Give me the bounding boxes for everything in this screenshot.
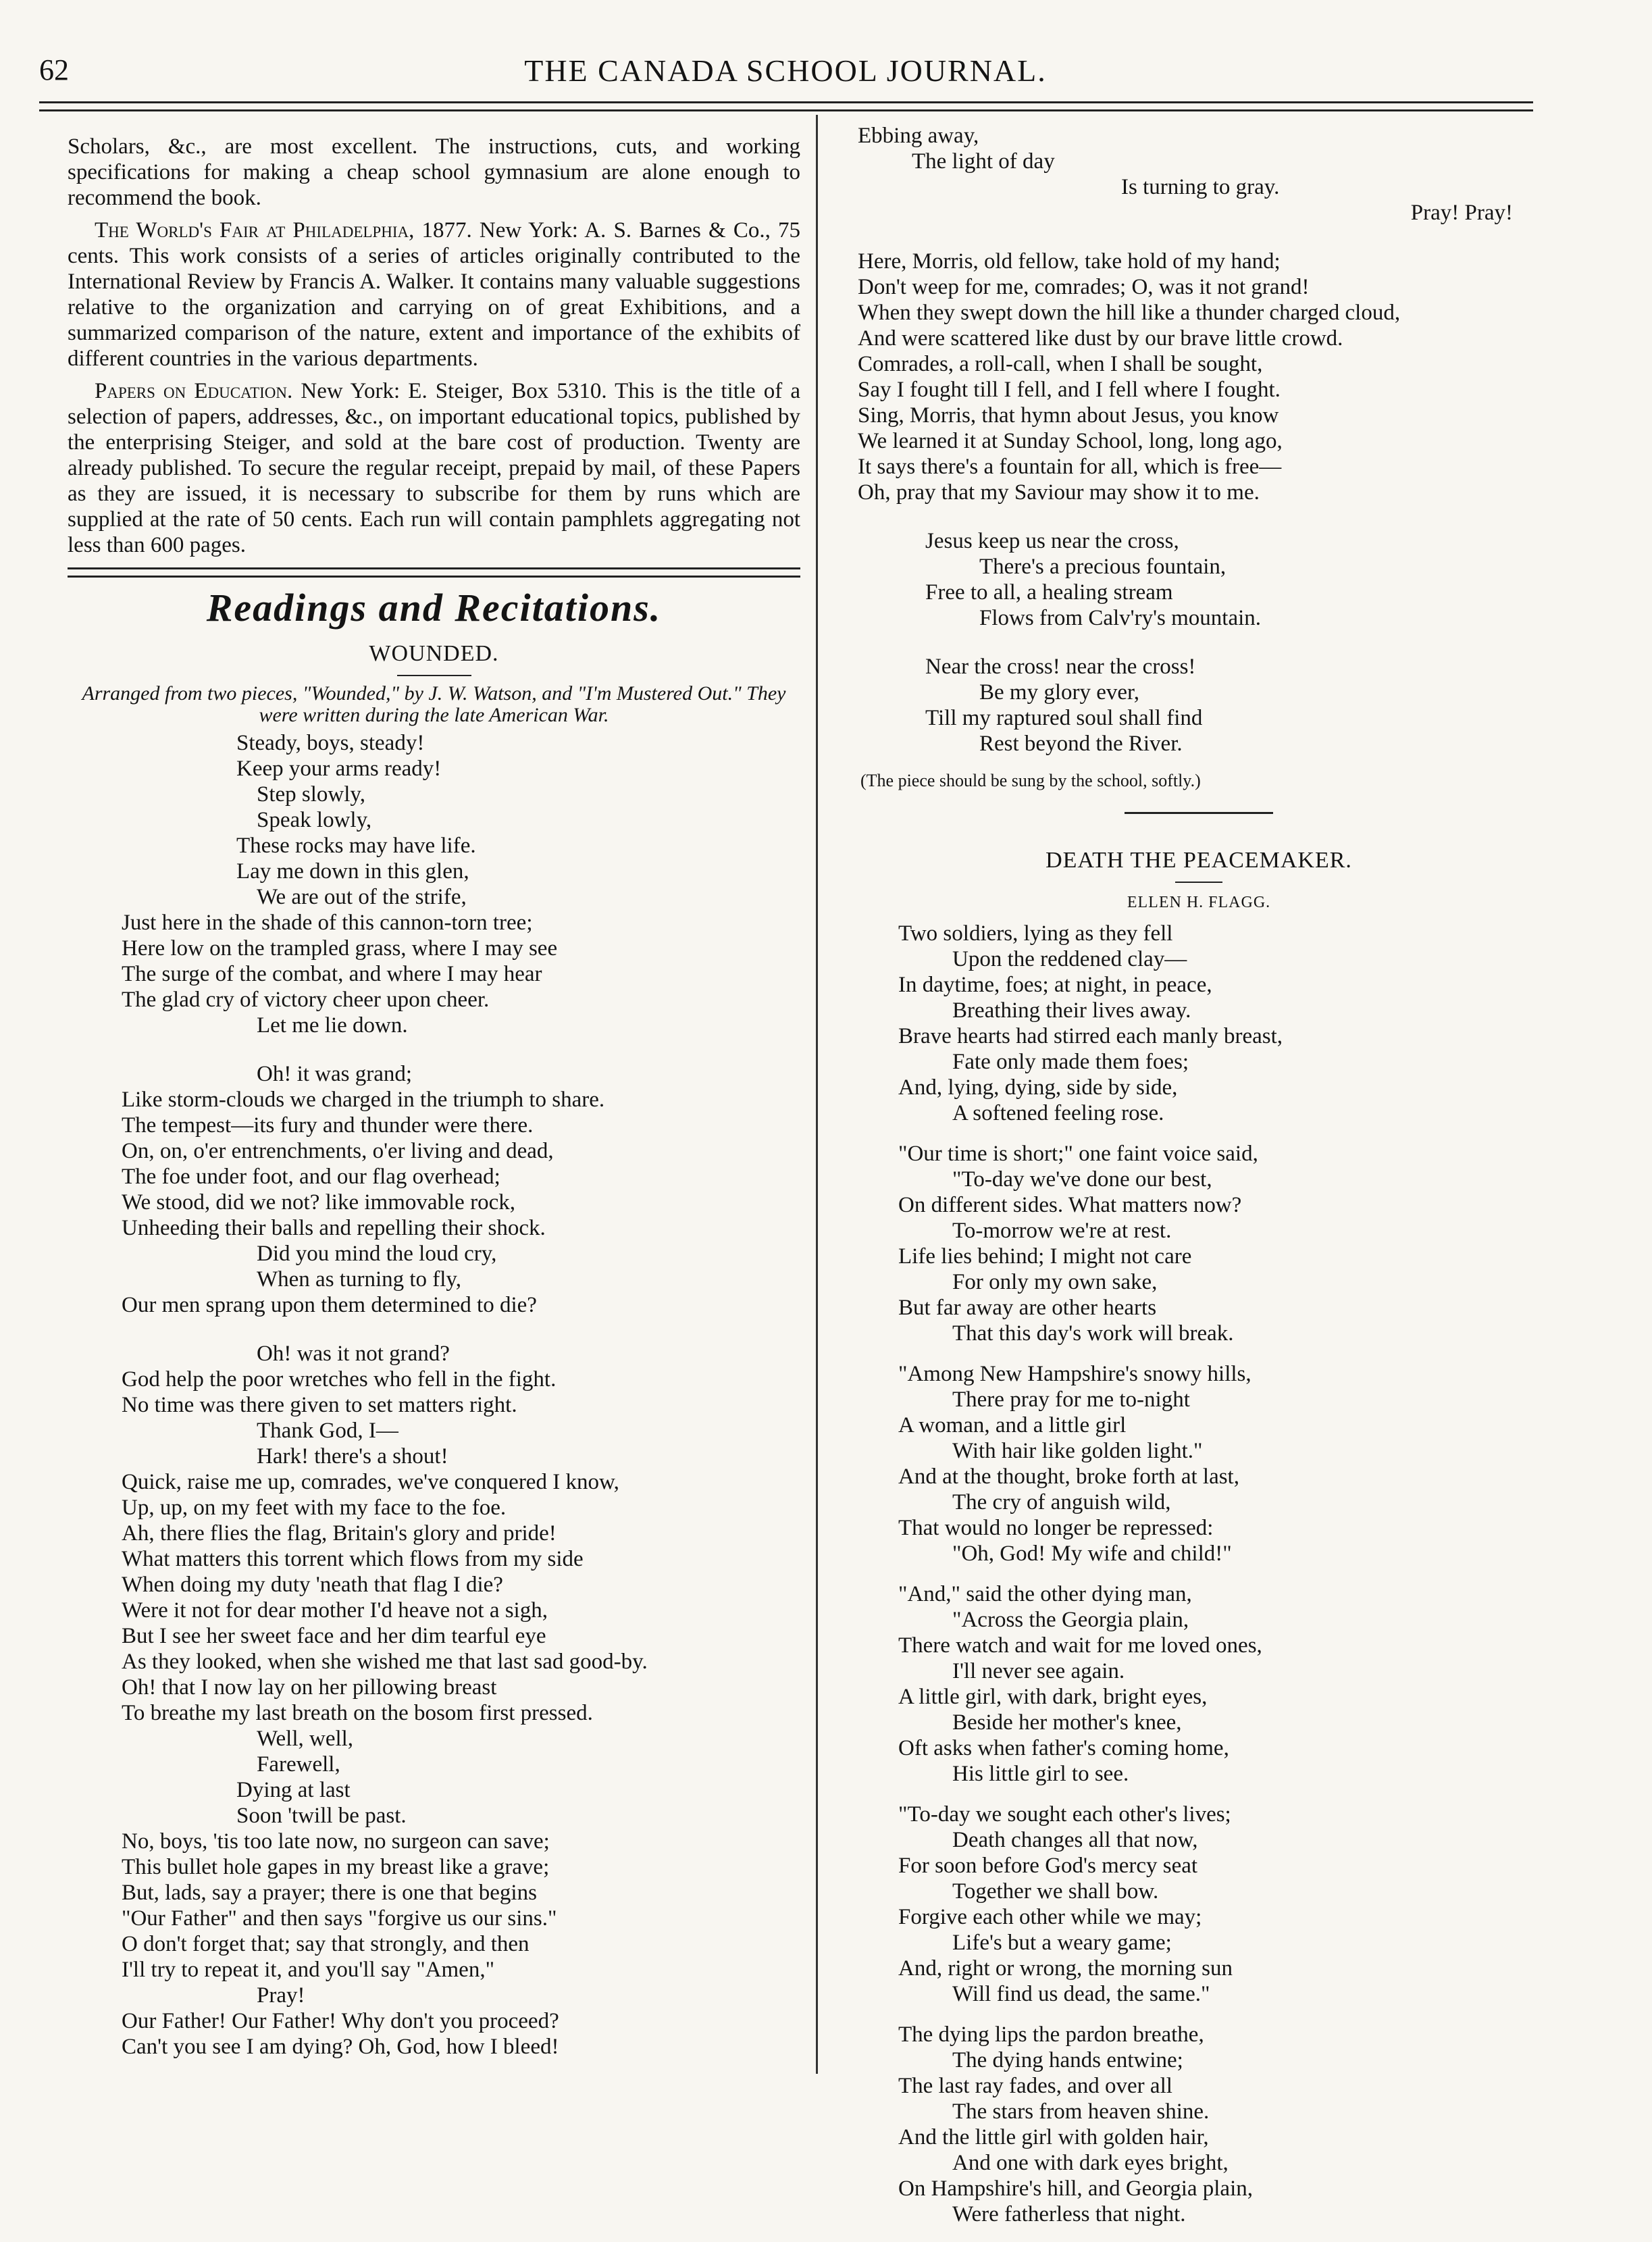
poem-line: Farewell,	[257, 1752, 340, 1777]
poem-line: No time was there given to set matters right.	[122, 1393, 517, 1417]
poem-line: Say I fought till I fell, and I fell where I fought.	[858, 378, 1281, 402]
left-column	[68, 134, 800, 2083]
poem-line: But I see her sweet face and her dim tearful eye	[122, 1624, 546, 1648]
poem-line: Here, Morris, old fellow, take hold of my hand;	[858, 249, 1281, 274]
poem-line: The cry of anguish wild,	[952, 1490, 1171, 1514]
review-worlds-fair	[68, 218, 800, 372]
header-rule	[39, 101, 1533, 111]
poem-line: The tempest—its fury and thunder were there.	[122, 1113, 534, 1138]
poem-line: Like storm-clouds we charged in the triumph to share.	[122, 1088, 605, 1112]
poem-line: And at the thought, broke forth at last,	[898, 1464, 1239, 1489]
poem-line: The light of day	[912, 149, 1055, 174]
title-rule	[397, 675, 471, 676]
stanza	[925, 528, 1540, 631]
poem-line: Be my glory ever,	[979, 680, 1139, 705]
poem-line: Is turning to gray.	[1121, 175, 1280, 199]
poem-line: Jesus keep us near the cross,	[925, 529, 1179, 553]
poem-line: Steady, boys, steady!	[236, 731, 425, 755]
review-text: New York: E. Steiger, Box 5310. This is the title of a selection of papers, addresses, &c., on important educational topics, published by the enterprising Steiger, and sold at the bare cost of production. Twenty are already published. To secure the regular receipt, prepaid by mail, of these Papers as they are issued, it is necessary to subscribe for them by runs which are supplied at the rate of 50 cents. Each run will contain pamphlets aggregating not less than 600 pages.	[68, 379, 800, 557]
poem-line: A woman, and a little girl	[898, 1413, 1127, 1437]
poem-line: A little girl, with dark, bright eyes,	[898, 1685, 1208, 1709]
poem-line: "And," said the other dying man,	[898, 1582, 1192, 1606]
stanza	[898, 921, 1540, 1126]
poem-line: We stood, did we not? like immovable rock,	[122, 1190, 515, 1215]
poem-title: WOUNDED.	[369, 641, 499, 666]
poem-line: His little girl to see.	[952, 1762, 1129, 1786]
poem-line: The glad cry of victory cheer upon cheer.	[122, 988, 490, 1012]
poem-line: "Across the Georgia plain,	[952, 1608, 1189, 1632]
review-title: The World's Fair at Philadelphia, 1877.	[95, 218, 472, 243]
poem-line: When as turning to fly,	[257, 1267, 462, 1292]
journal-title: THE CANADA SCHOOL JOURNAL.	[524, 53, 1047, 88]
poem-line: Lay me down in this glen,	[236, 859, 469, 884]
poem-line: Let me lie down.	[257, 1013, 408, 1038]
poem-line: Life's but a weary game;	[952, 1931, 1172, 1955]
poem-line: A softened feeling rose.	[952, 1101, 1164, 1125]
poem-line: On different sides. What matters now?	[898, 1193, 1242, 1217]
poem-line: Will find us dead, the same."	[952, 1982, 1210, 2006]
poem-line: But far away are other hearts	[898, 1296, 1157, 1320]
poem-line: When they swept down the hill like a thunder charged cloud,	[858, 301, 1401, 325]
poem-line: Our men sprang upon them determined to die?	[122, 1293, 537, 1317]
poem-line: The last ray fades, and over all	[898, 2074, 1172, 2098]
poem-line: And, right or wrong, the morning sun	[898, 1956, 1233, 1981]
poem-line: Step slowly,	[257, 782, 366, 807]
poem-line: "Oh, God! My wife and child!"	[952, 1542, 1232, 1566]
poem-line: Near the cross! near the cross!	[925, 655, 1196, 679]
stanza	[925, 654, 1540, 757]
poem-line: The stars from heaven shine.	[952, 2099, 1210, 2124]
poem-line: The dying hands entwine;	[952, 2048, 1183, 2072]
review-intro: Scholars, &c., are most excellent. The instructions, cuts, and working specifications for making a cheap school gymnasium are alone enough to recommend the book.	[68, 134, 800, 210]
stanza	[898, 1802, 1540, 2007]
poem-body	[68, 730, 800, 2060]
poem-line: Together we shall bow.	[952, 1879, 1159, 1904]
review-text: New York: A. S. Barnes & Co., 75 cents. This work consists of a series of articles originally contributed to the International Review by Francis A. Walker. It contains many valuable suggestions relative to the organization and carrying on of great Exhibitions, and a summarized comparison of the nature, extent and importance of the exhibits of different countries in the various departments.	[68, 218, 801, 371]
poem-line: Don't weep for me, comrades; O, was it not grand!	[858, 275, 1310, 299]
poem-line: Can't you see I am dying? Oh, God, how I bleed!	[122, 2035, 559, 2059]
poem-line: As they looked, when she wished me that last sad good-by.	[122, 1650, 648, 1674]
poem-line: Death changes all that now,	[952, 1828, 1198, 1852]
title-rule	[1175, 882, 1222, 883]
poem-line: Soon 'twill be past.	[236, 1804, 407, 1828]
poem-line: Keep your arms ready!	[236, 757, 442, 781]
stanza	[68, 1061, 800, 1318]
poem-line: What matters this torrent which flows from my side	[122, 1547, 584, 1571]
poem-line: To breathe my last breath on the bosom first pressed.	[122, 1701, 593, 1725]
poem-line: Rest beyond the River.	[979, 732, 1183, 756]
poem-line: There's a precious fountain,	[979, 555, 1227, 579]
poem-line: I'll try to repeat it, and you'll say "Amen,"	[122, 1958, 495, 1982]
poem-line: Till my raptured soul shall find	[925, 706, 1203, 730]
poem-line: Pray!	[257, 1983, 305, 2008]
poem-line: And the little girl with golden hair,	[898, 2125, 1209, 2149]
poem-title: DEATH THE PEACEMAKER.	[1046, 848, 1352, 873]
poem-line: Upon the reddened clay—	[952, 947, 1187, 971]
poem-line: Speak lowly,	[257, 808, 372, 832]
poem-line: There watch and wait for me loved ones,	[898, 1633, 1262, 1658]
poem-line: These rocks may have life.	[236, 834, 476, 858]
poem-line: Here low on the trampled grass, where I may see	[122, 936, 558, 961]
poem-line: And were scattered like dust by our brave little crowd.	[858, 326, 1343, 351]
poem-line: To-morrow we're at rest.	[952, 1219, 1172, 1243]
stanza	[898, 1581, 1540, 1787]
page-number: 62	[39, 53, 69, 86]
poem-line: "Our time is short;" one faint voice said,	[898, 1142, 1258, 1166]
poem-line: The dying lips the pardon breathe,	[898, 2022, 1204, 2047]
poem-line: Quick, raise me up, comrades, we've conquered I know,	[122, 1470, 619, 1494]
poem-line: Fate only made them foes;	[952, 1050, 1189, 1074]
review-title: Papers on Education.	[95, 379, 293, 403]
poem-line: Free to all, a healing stream	[925, 580, 1173, 605]
poem-line: No, boys, 'tis too late now, no surgeon can save;	[122, 1829, 550, 1854]
poem-speech	[858, 249, 1540, 505]
poem-line: "To-day we've done our best,	[952, 1167, 1212, 1192]
poem-separator	[1125, 812, 1273, 814]
poem-line: That this day's work will break.	[952, 1321, 1234, 1346]
poem-line: That would no longer be repressed:	[898, 1516, 1214, 1540]
poem-line: In daytime, foes; at night, in peace,	[898, 973, 1212, 997]
poem-line: Breathing their lives away.	[952, 998, 1191, 1023]
poem-line: This bullet hole gapes in my breast like a grave;	[122, 1855, 550, 1879]
poem-line: Oft asks when father's coming home,	[898, 1736, 1229, 1760]
page-header	[39, 53, 1532, 97]
poem-line: Ah, there flies the flag, Britain's glory and pride!	[122, 1521, 557, 1546]
poem-line: I'll never see again.	[952, 1659, 1125, 1683]
poem-line: Sing, Morris, that hymn about Jesus, you know	[858, 403, 1279, 428]
poem-line: "Our Father" and then says "forgive us our sins."	[122, 1906, 557, 1931]
poem-line: Oh, pray that my Saviour may show it to me.	[858, 480, 1260, 505]
column-divider	[816, 115, 818, 2074]
stanza	[68, 730, 800, 1038]
poem-line: And, lying, dying, side by side,	[898, 1075, 1178, 1100]
poem-line: For only my own sake,	[952, 1270, 1158, 1294]
section-title: Readings and Recitations.	[206, 586, 662, 630]
poem-line: For soon before God's mercy seat	[898, 1854, 1198, 1878]
hymn-note: (The piece should be sung by the school, softly.)	[860, 771, 1201, 790]
poem-line: Flows from Calv'ry's mountain.	[979, 606, 1262, 630]
poem-line: Were fatherless that night.	[952, 2202, 1186, 2226]
poem-note: Arranged from two pieces, "Wounded," by J. W. Watson, and "I'm Mustered Out." They were written during the late American War.	[82, 682, 786, 726]
poem-line: "Among New Hampshire's snowy hills,	[898, 1362, 1251, 1386]
hymn	[858, 528, 1540, 757]
poem-line: Oh! that I now lay on her pillowing breast	[122, 1675, 497, 1700]
poem-continuation	[858, 123, 1540, 226]
poem-line: Did you mind the loud cry,	[257, 1242, 497, 1266]
poem-line: There pray for me to-night	[952, 1387, 1190, 1412]
poem-line: O don't forget that; say that strongly, and then	[122, 1932, 530, 1956]
poem-line: Brave hearts had stirred each manly breast,	[898, 1024, 1283, 1048]
poem-line: Dying at last	[236, 1778, 351, 1802]
review-papers	[68, 378, 800, 558]
poem-line: The surge of the combat, and where I may hear	[122, 962, 542, 986]
poem-line: God help the poor wretches who fell in the fight.	[122, 1367, 557, 1392]
poem-line: Our Father! Our Father! Why don't you proceed?	[122, 2009, 559, 2033]
poem-line: Life lies behind; I might not care	[898, 1244, 1192, 1269]
poem-line: Were it not for dear mother I'd heave not a sigh,	[122, 1598, 548, 1623]
poem-line: Comrades, a roll-call, when I shall be sought,	[858, 352, 1263, 376]
poem-line: With hair like golden light."	[952, 1439, 1203, 1463]
right-column	[858, 123, 1540, 2242]
poem-line: Pray! Pray!	[1410, 201, 1513, 225]
poem-line: Well, well,	[257, 1727, 354, 1751]
poem-line: When doing my duty 'neath that flag I die?	[122, 1573, 503, 1597]
poem-line: We are out of the strife,	[257, 885, 467, 909]
poem-line: Oh! was it not grand?	[257, 1342, 450, 1366]
stanza	[898, 1361, 1540, 1566]
poem-line: Beside her mother's knee,	[952, 1710, 1182, 1735]
poem-line: Unheeding their balls and repelling their shock.	[122, 1216, 546, 1240]
poem-line: And one with dark eyes bright,	[952, 2151, 1229, 2175]
stanza	[68, 1341, 800, 2060]
poem-line: Hark! there's a shout!	[257, 1444, 448, 1469]
poem-line: On Hampshire's hill, and Georgia plain,	[898, 2176, 1253, 2201]
poem-line: But, lads, say a prayer; there is one that begins	[122, 1881, 537, 1905]
poem-line: Just here in the shade of this cannon-torn tree;	[122, 911, 533, 935]
stanza	[898, 2022, 1540, 2227]
poem-line: On, on, o'er entrenchments, o'er living and dead,	[122, 1139, 554, 1163]
stanza	[898, 1141, 1540, 1346]
poem-line: Up, up, on my feet with my face to the foe.	[122, 1496, 507, 1520]
poem-line: It says there's a fountain for all, which is free—	[858, 455, 1282, 479]
poem-line: Two soldiers, lying as they fell	[898, 921, 1173, 946]
poem-line: We learned it at Sunday School, long, long ago,	[858, 429, 1283, 453]
poem-line: The foe under foot, and our flag overhead;	[122, 1165, 500, 1189]
poem-line: Forgive each other while we may;	[898, 1905, 1202, 1929]
poem-line: Oh! it was grand;	[257, 1062, 413, 1086]
poem-line: Ebbing away,	[858, 124, 979, 148]
poem-author: ELLEN H. FLAGG.	[1127, 894, 1271, 911]
poem-body	[858, 921, 1540, 2227]
section-rule	[68, 567, 800, 578]
poem-line: "To-day we sought each other's lives;	[898, 1802, 1231, 1827]
poem-line: Thank God, I—	[257, 1419, 398, 1443]
